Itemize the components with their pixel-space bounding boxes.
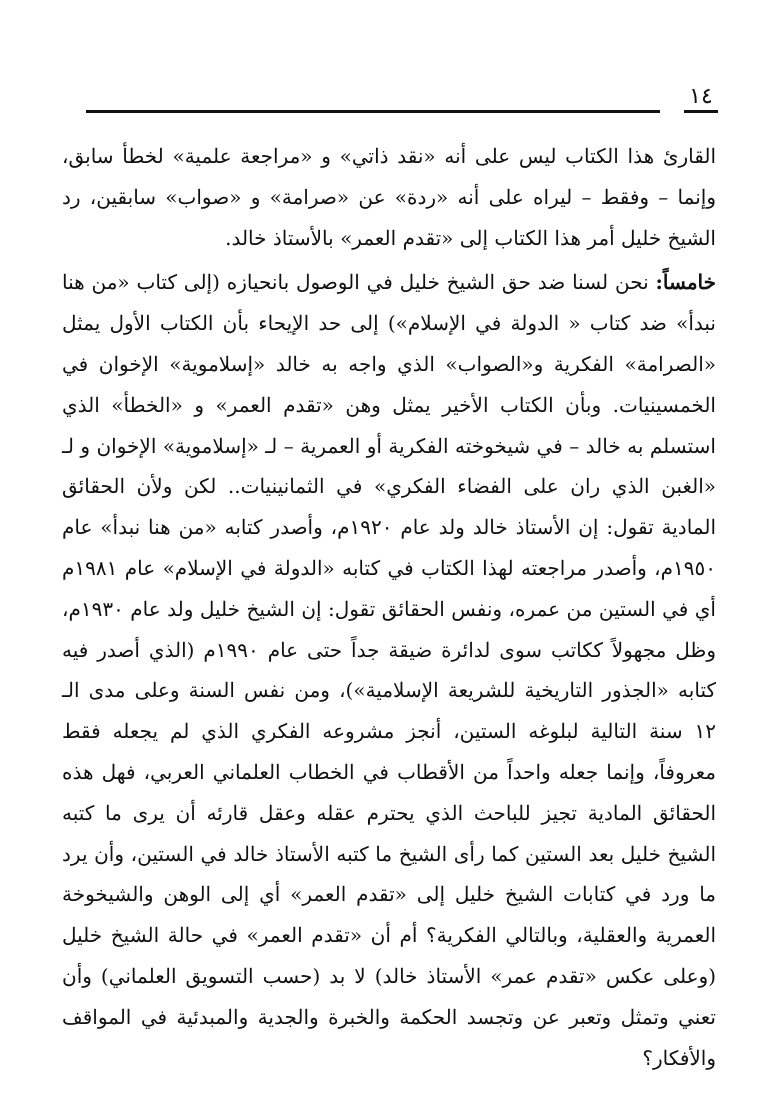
header-rule bbox=[86, 110, 660, 113]
text-body bbox=[62, 136, 716, 1078]
page-number: ١٤ bbox=[689, 84, 713, 109]
paragraph-2 bbox=[62, 262, 716, 1078]
page-header bbox=[86, 86, 718, 122]
paragraph-1-text: القارئ هذا الكتاب ليس على أنه «نقد ذاتي» و «مراجعة علمية» لخطأ سابق، وإنما – وفقط – ليراه على أنه «ردة» عن «صرامة» و «صواب» سابقين، رد الشيخ خليل أمر هذا الكتاب إلى «تقدم العمر» بالأستاذ خالد. bbox=[62, 144, 716, 250]
paragraph-1 bbox=[62, 136, 716, 258]
paragraph-2-text: نحن لسنا ضد حق الشيخ خليل في الوصول بانحيازه (إلى كتاب «من هنا نبدأ» ضد كتاب « الدولة في الإسلام») إلى حد الإيحاء بأن الكتاب الأول يمثل «الصرامة» الفكرية و«الصواب» الذي واجه به خالد «إسلاموية» الإخوان في الخمسينيات. وبأن الكتاب الأخير يمثل وهن «تقدم العمر» و «الخطأ» الذي استسلم به خالد – في شيخوخته الفكرية أو العمرية – لـ «إسلاموية» الإخوان و لـ «الغبن الذي ران على الفضاء الفكري» في الثمانينيات.. لكن ولأن الحقائق المادية تقول: إن الأستاذ خالد ولد عام ١٩٢٠م، وأصدر كتابه «من هنا نبدأ» عام ١٩٥٠م، وأصدر مراجعته لهذا الكتاب في كتابه «الدولة في الإسلام» عام ١٩٨١م أي في الستين من عمره، ونفس الحقائق تقول: إن الشيخ خليل ولد عام ١٩٣٠م، وظل مجهولاً ككاتب سوى لدائرة ضيقة جداً حتى عام ١٩٩٠م (الذي أصدر فيه كتابه «الجذور التاريخية للشريعة الإسلامية»)، ومن نفس السنة وعلى مدى الـ ١٢ سنة التالية لبلوغه الستين، أنجز مشروعه الفكري الذي لم يجعله فقط معروفاً، وإنما جعله واحداً من الأقطاب في الخطاب العلماني العربي، فهل هذه الحقائق المادية تجيز للباحث الذي يحترم عقله وعقل قارئه أن يرى ما كتبه الشيخ خليل بعد الستين كما رأى الشيخ ما كتبه الأستاذ خالد في الستين، وأن يرد ما ورد في كتابات الشيخ خليل إلى «تقدم العمر» أي إلى الوهن والشيخوخة العمرية والعقلية، وبالتالي الفكرية؟ أم أن «تقدم العمر» في حالة الشيخ خليل (وعلى عكس «تقدم عمر» الأستاذ خالد) لا بد (حسب التسويق العلماني) وأن تعني وتمثل وتعبر عن وتجسد الحكمة والخبرة والجدية والمبدئية في المواقف والأفكار؟ bbox=[62, 270, 717, 1070]
page-number-underline bbox=[684, 110, 718, 113]
section-label-fifth: خامساً: bbox=[655, 270, 716, 295]
